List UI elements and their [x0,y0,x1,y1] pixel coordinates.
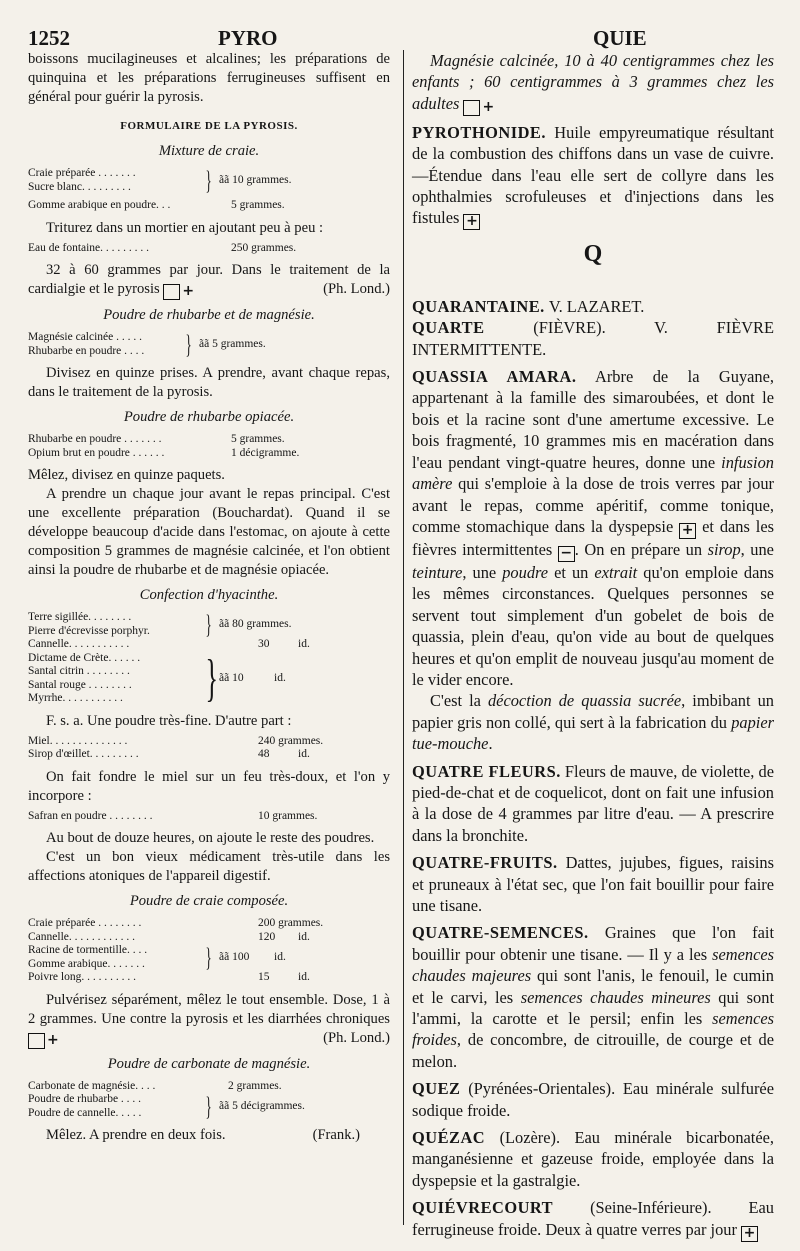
quantity: ãã 5 grammes. [199,337,266,350]
quantity: 2 grammes. [228,1079,282,1092]
ingredient: Myrrhe. . . . . . . . . . . [28,692,123,704]
entry-headword: QUIÉVRECOURT [412,1198,554,1218]
quantity: 48 [258,748,270,760]
ingredient: Gomme arabique. . . . . . . [28,957,145,970]
source: (Ph. Lond.) [323,281,390,297]
quantity: ãã 100 [219,950,250,963]
ingredient: Craie préparée . . . . . . . [28,167,136,179]
brace: } [205,942,212,972]
entry-quassia: QUASSIA AMARA. Arbre de la Guyane, appartenant à la famille des simaroubées, et dont le bois et la racine sont d'une amertume excessive. Le bois fragmenté, 10 grammes mis en macération dans l'eau pendant vingt-quatre heures, donne une infusion amère qui s'emploie à la dose de trois verres par jour avant le repas, comme apéritif, comme tonique, comme stomachique dans la dyspepsie + et dans les fièvres intermittentes − . On en prépare un sirop, une teinture, une poudre et un extrait qu'on emploie dans les mêmes circonstances. Quelques personnes se servent tout simplement d'un gobelet de bois de quassia, plein d'eau, qu'on vide au bout de quelques heures et qu'on emplit de nouveau jusqu'au moment de le vider encore. [412,367,774,689]
ingredient: Cannelle. . . . . . . . . . . . [28,930,135,943]
recipe-text: Mêlez. A prendre en deux fois. (Frank.) [46,1127,360,1143]
entry-headword: QUÉZAC [412,1128,486,1148]
right-column [412,50,774,1242]
ingredient: Gomme arabique en poudre. . . [28,199,171,211]
brace: } [205,1091,212,1121]
ingredient: Cannelle. . . . . . . . . . . [28,638,130,650]
quantity: ãã 10 grammes. [219,173,292,186]
ingredient: Poudre de rhubarbe . . . . [28,1093,142,1105]
quantity: 5 grammes. [231,199,285,211]
entry-quez: QUEZ (Pyrénées-Orientales). Eau minérale sulfurée sodique froide. [412,1079,774,1120]
ingredient: Racine de tormentille. . . . [28,944,148,956]
entry-quatre-fruits: QUATRE-FRUITS. Dattes, jujubes, figues, raisins et pruneaux à l'état sec, que l'on fait bouillir pour faire une tisane. [412,853,774,915]
plus-icon: + [679,523,696,539]
ingredient: Santal rouge . . . . . . . . [28,678,132,691]
recipe-title: Poudre de rhubarbe et de magnésie. [103,307,315,323]
recipe-ingredients [28,331,390,358]
ingredient: Sirop d'œillet. . . . . . . . . [28,748,139,760]
header-right-keyword: QUIE [593,26,647,50]
recipe-text: Divisez en quinze prises. A prendre, avant chaque repas, dans le traitement de la pyrosis. [28,365,390,400]
quantity: 30 [258,638,270,650]
entry-quassia-cont: C'est la décoction de quassia sucrée, imbibant un papier gris non collé, qui sert à la fabrication du papier tue-mouche. [412,691,774,754]
recipe-ingredients [28,167,390,213]
recipe-ingredients [28,242,390,256]
brace: } [205,609,212,639]
quantity: ãã 5 décigrammes. [219,1099,305,1112]
source: (Ph. Lond.) [323,1029,390,1046]
minus-icon: − [558,546,575,562]
ingredient: Santal citrin . . . . . . . . [28,665,130,677]
ingredient: Sucre blanc. . . . . . . . . [28,180,131,193]
ingredient: Rhubarbe en poudre . . . . . . . [28,433,162,445]
entry-quezac: QUÉZAC (Lozère). Eau minérale bicarbonatée, manganésienne et gazeuse froide, employée dans la dyspepsie et la gastralgie. [412,1128,774,1190]
quantity: ãã 10 [219,671,244,684]
ingredient: Magnésie calcinée . . . . . [28,331,142,343]
brace: } [205,649,218,707]
brace: } [205,165,212,195]
source: (Frank.) [312,1127,360,1143]
recipe-title: Mixture de craie. [158,143,260,159]
plus-icon: + [463,100,480,116]
continued-paragraph: Magnésie calcinée, 10 à 40 centigrammes chez les enfants ; 60 centigrammes à 3 grammes chez les adultes + [412,51,774,115]
recipe-title: Confection d'hyacinthe. [139,587,279,603]
ingredient: Craie préparée . . . . . . . . [28,917,142,929]
section-letter: Q [583,241,603,268]
plus-icon: + [163,284,180,300]
ingredient: Carbonate de magnésie. . . . [28,1079,156,1092]
ingredient: Dictame de Crète. . . . . . [28,651,141,664]
formulaire-heading: FORMULAIRE DE LA PYROSIS. [120,120,298,132]
entry-headword: QUARANTAINE. [412,296,545,316]
recipe-text: Triturez dans un mortier en ajoutant peu à peu : [46,219,324,236]
header-left-keyword: PYRO [218,26,278,50]
entry-headword: QUATRE-FRUITS. [412,853,558,873]
recipe-ingredients: Craie préparée . . . . . . . . 200 grammes. Cannelle. . . . . . . . . . . . 120 id. Racine de tormentille. . . . Gomme arabique. . . . . . . } ãã 100 id. Poivre long. . . . . . . . . . 15 id. [28,917,324,983]
recipe-text: C'est un bon vieux médicament très-utile dans les affections atoniques de l'appareil digestif. [28,849,390,884]
recipe-title: Poudre de carbonate de magnésie. [107,1055,311,1072]
ingredient: Opium brut en poudre . . . . . . [28,446,165,459]
entry-quatre-fleurs: QUATRE FLEURS. Fleurs de mauve, de violette, de pied-de-chat et de coquelicot, dont on fait une infusion à la dose de 4 grammes par litre d'eau. — A prescrire dans la bronchite. [412,761,774,845]
recipe-text: On fait fondre le miel sur un feu très-doux, et l'on y incorpore : [28,768,390,804]
entry-quarantaine: QUARANTAINE. V. LAZARET. [412,296,645,316]
ingredient: Miel. . . . . . . . . . . . . . [28,734,128,747]
recipe-ingredients [28,1080,390,1121]
intro-paragraph: boissons mucilagineuses et alcalines; les préparations de quinquina et les préparations ferrugineuses suffisent en général pour guérir la pyrosis. [28,51,390,105]
entry-quarte: QUARTE (FIÈVRE). V. FIÈVRE INTERMITTENTE. [412,318,774,359]
recipe-ingredients [28,810,390,824]
recipe-title: Poudre de craie composée. [129,893,289,909]
recipe-text: Mêlez, divisez en quinze paquets. [28,467,225,483]
left-column [28,50,390,1145]
plus-icon: + [741,1226,758,1242]
entry-headword: QUATRE-SEMENCES. [412,923,589,943]
quantity: 120 [258,930,276,943]
column-rule [403,50,404,1225]
ingredient: Pierre d'écrevisse porphyr. [28,624,150,637]
entry-headword: QUASSIA AMARA. [412,367,577,387]
recipe-ingredients [28,433,390,460]
recipe-text: Au bout de douze heures, on ajoute le reste des poudres. [46,830,375,846]
brace: } [185,329,192,359]
entry-headword: QUARTE [412,318,485,338]
quantity: 15 [258,971,270,983]
recipe-ingredients: Terre sigillée. . . . . . . . Pierre d'écrevisse porphyr. } ãã 80 grammes. Cannelle. . . . . . . . . . . 30 id. Dictame de Crète. . . . . . Santal citrin . . . . . . . . Santal rouge . . . . . . . . Myrrhe. . . . . . . . . . . } ãã 10 id. [28,609,310,707]
ingredient: Poivre long. . . . . . . . . . [28,971,136,983]
entry-pyrothonide: PYROTHONIDE. Huile empyreumatique résultant de la combustion des chiffons dans un vase de cuivre.—Étendue dans l'eau elle sert de collyre dans les ophthalmies scrofuleuses et d'injections dans les fistules + [412,122,774,230]
recipe-ingredients: Miel. . . . . . . . . . . . . . 240 grammes. Sirop d'œillet. . . . . . . . . 48 id. [28,734,324,760]
ingredient: Safran en poudre . . . . . . . . [28,809,153,822]
recipe-text: Pulvérisez séparément, mêlez le tout ensemble. Dose, 1 à 2 grammes. Une contre la pyrosis et les diarrhées chroniques + (Ph. Lond.) [28,991,390,1048]
ingredient: Eau de fontaine. . . . . . . . . [28,241,150,254]
entry-headword: PYROTHONIDE. [412,122,546,142]
entry-headword: QUATRE FLEURS. [412,761,561,781]
quantity: ãã 80 grammes. [219,617,292,630]
ingredient: Terre sigillée. . . . . . . . [28,611,132,623]
entry-quatre-semences: QUATRE-SEMENCES. Graines que l'on fait bouillir pour obtenir une tisane. — Il y a les semences chaudes majeures qui sont l'anis, le fenouil, le cumin et le carvi, les semences chaudes mineures qui sont l'ammi, la carotte et le persil; enfin les semences froides, de concombre, de citrouille, de courge et de melon. [412,923,775,1071]
plus-icon: + [463,214,480,230]
page-number: 1252 [28,26,70,50]
ingredient: Poudre de cannelle. . . . . [28,1106,142,1119]
entry-quievrecourt: QUIÉVRECOURT (Seine-Inférieure). Eau ferrugineuse froide. Deux à quatre verres par jour + [412,1198,774,1241]
recipe-text: F. s. a. Une poudre très-fine. D'autre part : [46,712,292,729]
recipe-text: 32 à 60 grammes par jour. Dans le traitement de la cardialgie et le pyrosis + (Ph. Lond.) [28,262,390,299]
quantity: 5 grammes. [231,433,285,445]
entry-headword: QUEZ [412,1079,461,1099]
quantity: 240 grammes. [258,734,324,747]
plus-icon: + [28,1033,45,1049]
quantity: 10 grammes. [258,809,318,822]
quantity: 1 décigramme. [231,446,300,459]
quantity: 200 grammes. [258,917,324,929]
recipe-text: A prendre un chaque jour avant le repas principal. C'est une excellente préparation (Bouchardat). Quand il se développe beaucoup d'acide dans l'estomac, on ajoute à cette composition 5 grammes de magnésie calcinée, et l'on obtient ainsi la poudre de rhubarbe et de magnésie opiacée. [28,486,390,578]
recipe-title: Poudre de rhubarbe opiacée. [123,409,295,425]
ingredient: Rhubarbe en poudre . . . . [28,344,145,357]
quantity: 250 grammes. [231,241,297,254]
